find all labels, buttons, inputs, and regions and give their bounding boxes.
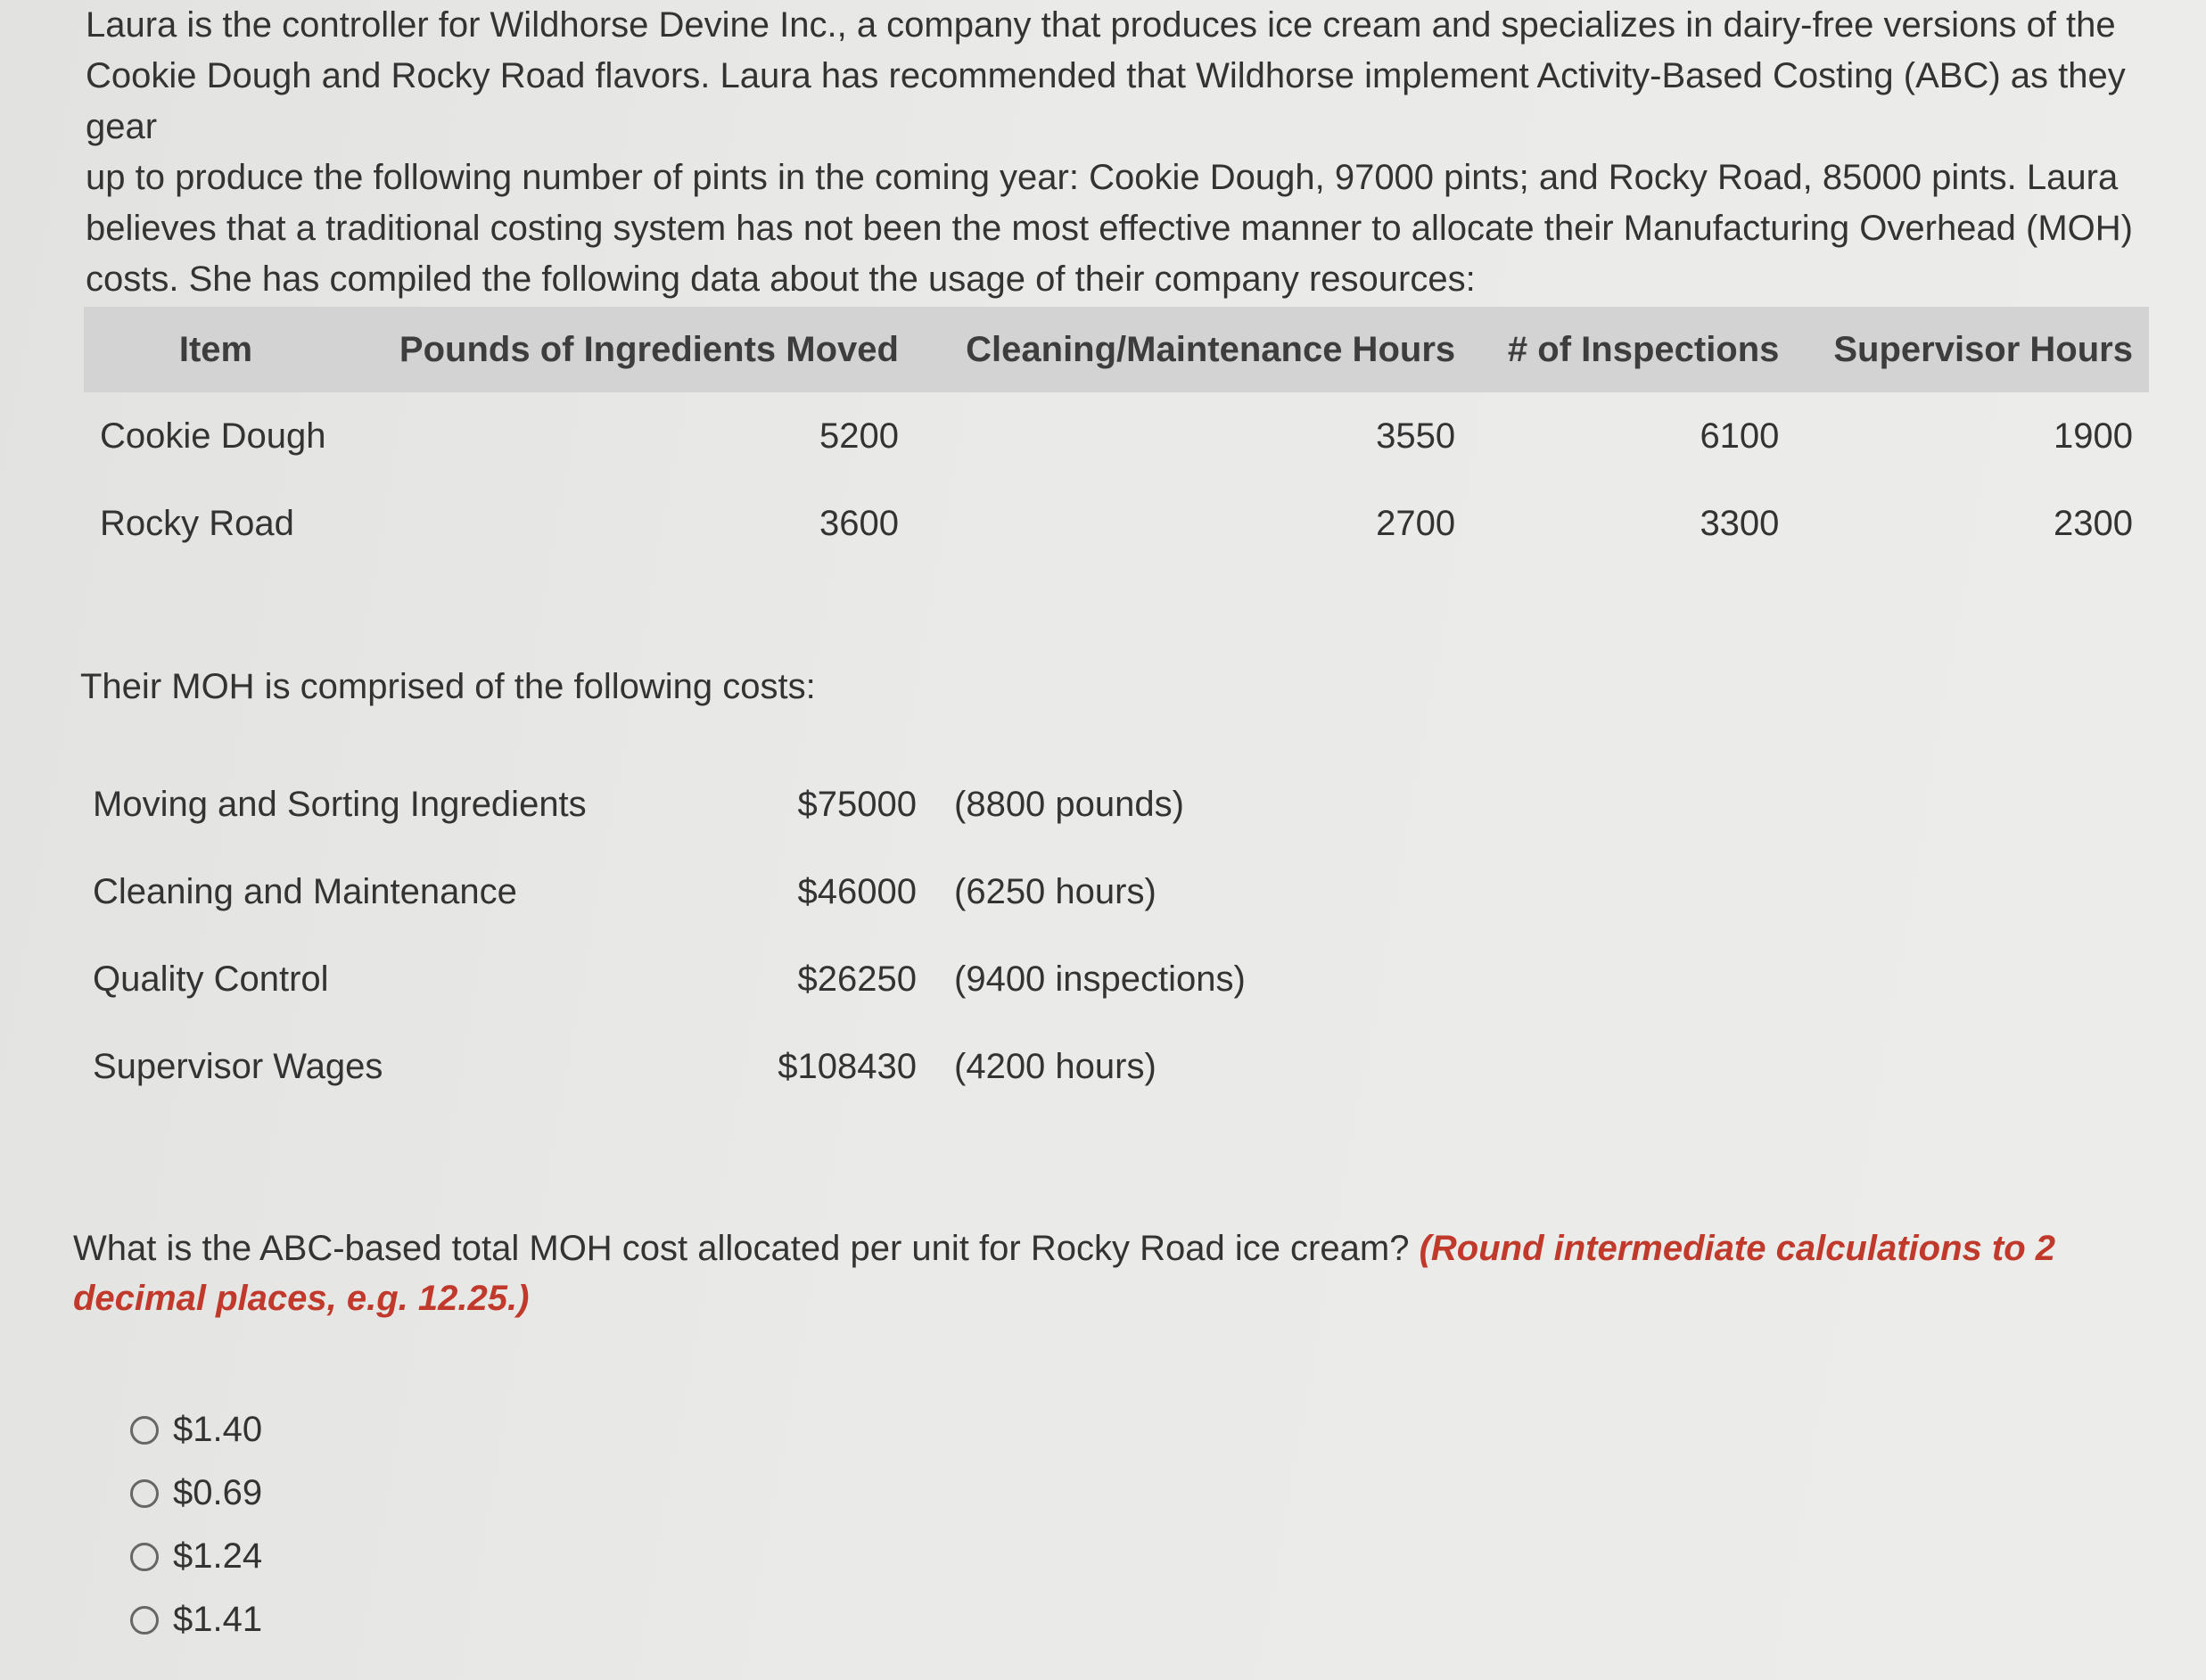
moh-cost-list xyxy=(93,785,1341,1134)
problem-intro xyxy=(86,0,2190,305)
cost-row xyxy=(93,872,1341,959)
cost-driver-note: (8800 pounds) xyxy=(954,785,1184,824)
cost-row xyxy=(93,785,1341,872)
cost-row xyxy=(93,959,1341,1047)
radio-button[interactable] xyxy=(130,1606,159,1635)
table-row xyxy=(84,480,2149,567)
cost-driver-note: (4200 hours) xyxy=(954,1047,1157,1086)
option-label[interactable]: $1.24 xyxy=(173,1536,263,1576)
intro-line: costs. She has compiled the following data about the usage of their company resources: xyxy=(86,259,1476,299)
radio-button[interactable] xyxy=(130,1416,159,1445)
cost-label: Moving and Sorting Ingredients xyxy=(93,785,587,824)
radio-button[interactable] xyxy=(130,1543,159,1571)
column-header-item: Item xyxy=(178,329,253,369)
column-header-pounds: Pounds of Ingredients Moved xyxy=(399,329,899,369)
question-prompt xyxy=(73,1223,2160,1323)
cell-inspections: 6100 xyxy=(1700,416,1780,456)
cost-driver-note: (9400 inspections) xyxy=(954,959,1246,999)
cell-cleaning-hours: 3550 xyxy=(1376,416,1456,456)
cost-amount: $108430 xyxy=(778,1047,917,1086)
column-header-supervisor-hours: Supervisor Hours xyxy=(1833,329,2133,369)
column-header-inspections: # of Inspections xyxy=(1507,329,1780,369)
answer-option[interactable] xyxy=(130,1588,262,1651)
cost-label: Cleaning and Maintenance xyxy=(93,872,517,911)
answer-options xyxy=(130,1398,262,1651)
option-label[interactable]: $1.41 xyxy=(173,1600,263,1639)
row-item-name: Rocky Road xyxy=(100,503,294,543)
cost-row xyxy=(93,1047,1341,1134)
cell-pounds: 3600 xyxy=(819,503,899,543)
intro-line: up to produce the following number of pints in the coming year: Cookie Dough, 97000 pints; and Rocky Road, 85000 pints. Laura xyxy=(86,158,2119,197)
cost-amount: $75000 xyxy=(797,785,917,824)
intro-line: Cookie Dough and Rocky Road flavors. Laura has recommended that Wildhorse implement Activity-Based Costing (ABC) as they gear xyxy=(86,56,2126,146)
cost-label: Quality Control xyxy=(93,959,329,999)
cost-amount: $26250 xyxy=(797,959,917,999)
rounding-hint: (Round intermediate calculations to 2 decimal places, e.g. 12.25.) xyxy=(73,1229,2055,1318)
option-label[interactable]: $1.40 xyxy=(173,1410,263,1449)
cost-amount: $46000 xyxy=(797,872,917,911)
table-header-row xyxy=(84,307,2149,392)
cost-label: Supervisor Wages xyxy=(93,1047,383,1086)
cell-pounds: 5200 xyxy=(819,416,899,456)
resource-usage-table xyxy=(84,307,2149,567)
answer-option[interactable] xyxy=(130,1525,262,1588)
answer-option[interactable] xyxy=(130,1398,262,1462)
radio-button[interactable] xyxy=(130,1479,159,1508)
cell-cleaning-hours: 2700 xyxy=(1376,503,1456,543)
cell-inspections: 3300 xyxy=(1700,503,1780,543)
row-item-name: Cookie Dough xyxy=(100,416,326,456)
question-text: What is the ABC-based total MOH cost allocated per unit for Rocky Road ice cream? xyxy=(73,1229,1420,1268)
cost-driver-note: (6250 hours) xyxy=(954,872,1157,911)
cell-supervisor-hours: 1900 xyxy=(2054,416,2133,456)
answer-option[interactable] xyxy=(130,1462,262,1525)
table-row xyxy=(84,392,2149,480)
option-label[interactable]: $0.69 xyxy=(173,1473,263,1512)
cell-supervisor-hours: 2300 xyxy=(2054,503,2133,543)
column-header-cleaning-hours: Cleaning/Maintenance Hours xyxy=(966,329,1456,369)
intro-line: Laura is the controller for Wildhorse Devine Inc., a company that produces ice cream and specializes in dairy-free versions of the xyxy=(86,5,2116,45)
moh-intro-text: Their MOH is comprised of the following costs: xyxy=(80,667,816,706)
intro-line: believes that a traditional costing system has not been the most effective manner to allocate their Manufacturing Overhead (MOH) xyxy=(86,209,2133,248)
